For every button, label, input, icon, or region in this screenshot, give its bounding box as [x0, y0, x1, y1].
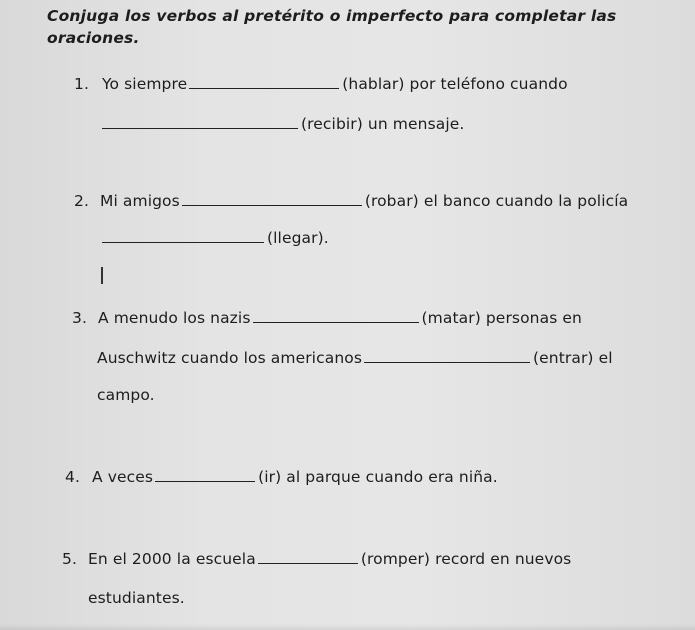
answer-blank[interactable] [364, 348, 530, 363]
question-text: Mi amigos [100, 192, 180, 210]
bottom-shadow [0, 624, 695, 630]
question-text: (robar) el banco cuando la policía [364, 192, 629, 210]
question-4-line-1 [65, 467, 498, 487]
question-number: 2. [74, 192, 89, 210]
question-text: estudiantes. [88, 589, 185, 607]
question-text: Yo siempre [102, 75, 188, 93]
question-text: (llegar). [267, 229, 329, 247]
question-3-line-1 [72, 308, 582, 328]
question-number: 4. [65, 468, 80, 486]
question-text: (ir) al parque cuando era niña. [258, 468, 498, 486]
answer-blank[interactable] [102, 228, 264, 243]
question-3-line-2 [97, 348, 613, 368]
question-text: (recibir) un mensaje. [301, 115, 465, 133]
question-1-line-2 [102, 114, 464, 134]
question-3-line-3 [97, 385, 155, 405]
question-number: 3. [72, 309, 87, 327]
question-text: A menudo los nazis [98, 309, 251, 327]
question-text: (matar) personas en [421, 309, 582, 327]
answer-blank[interactable] [253, 308, 419, 323]
answer-blank[interactable] [258, 549, 358, 564]
text-cursor [101, 267, 103, 284]
instructions-heading: Conjuga los verbos al pretérito o imperfecto para completar las oraciones. [47, 7, 617, 47]
question-2-line-1 [74, 191, 628, 211]
question-text: (entrar) el [533, 349, 613, 367]
question-5-line-1 [62, 549, 571, 569]
answer-blank[interactable] [182, 191, 362, 206]
answer-blank[interactable] [102, 114, 298, 129]
question-2-line-2 [102, 228, 329, 248]
question-5-line-2 [88, 588, 185, 608]
question-1-line-1 [74, 74, 568, 94]
question-text: (romper) record en nuevos [360, 550, 572, 568]
answer-blank[interactable] [189, 74, 339, 89]
question-number: 1. [74, 75, 89, 93]
question-number: 5. [62, 550, 77, 568]
question-text: campo. [97, 386, 155, 404]
question-text: Auschwitz cuando los americanos [97, 349, 362, 367]
answer-blank[interactable] [155, 467, 255, 482]
question-text: (hablar) por teléfono cuando [342, 75, 568, 93]
question-text: En el 2000 la escuela [88, 550, 256, 568]
question-text: A veces [92, 468, 154, 486]
